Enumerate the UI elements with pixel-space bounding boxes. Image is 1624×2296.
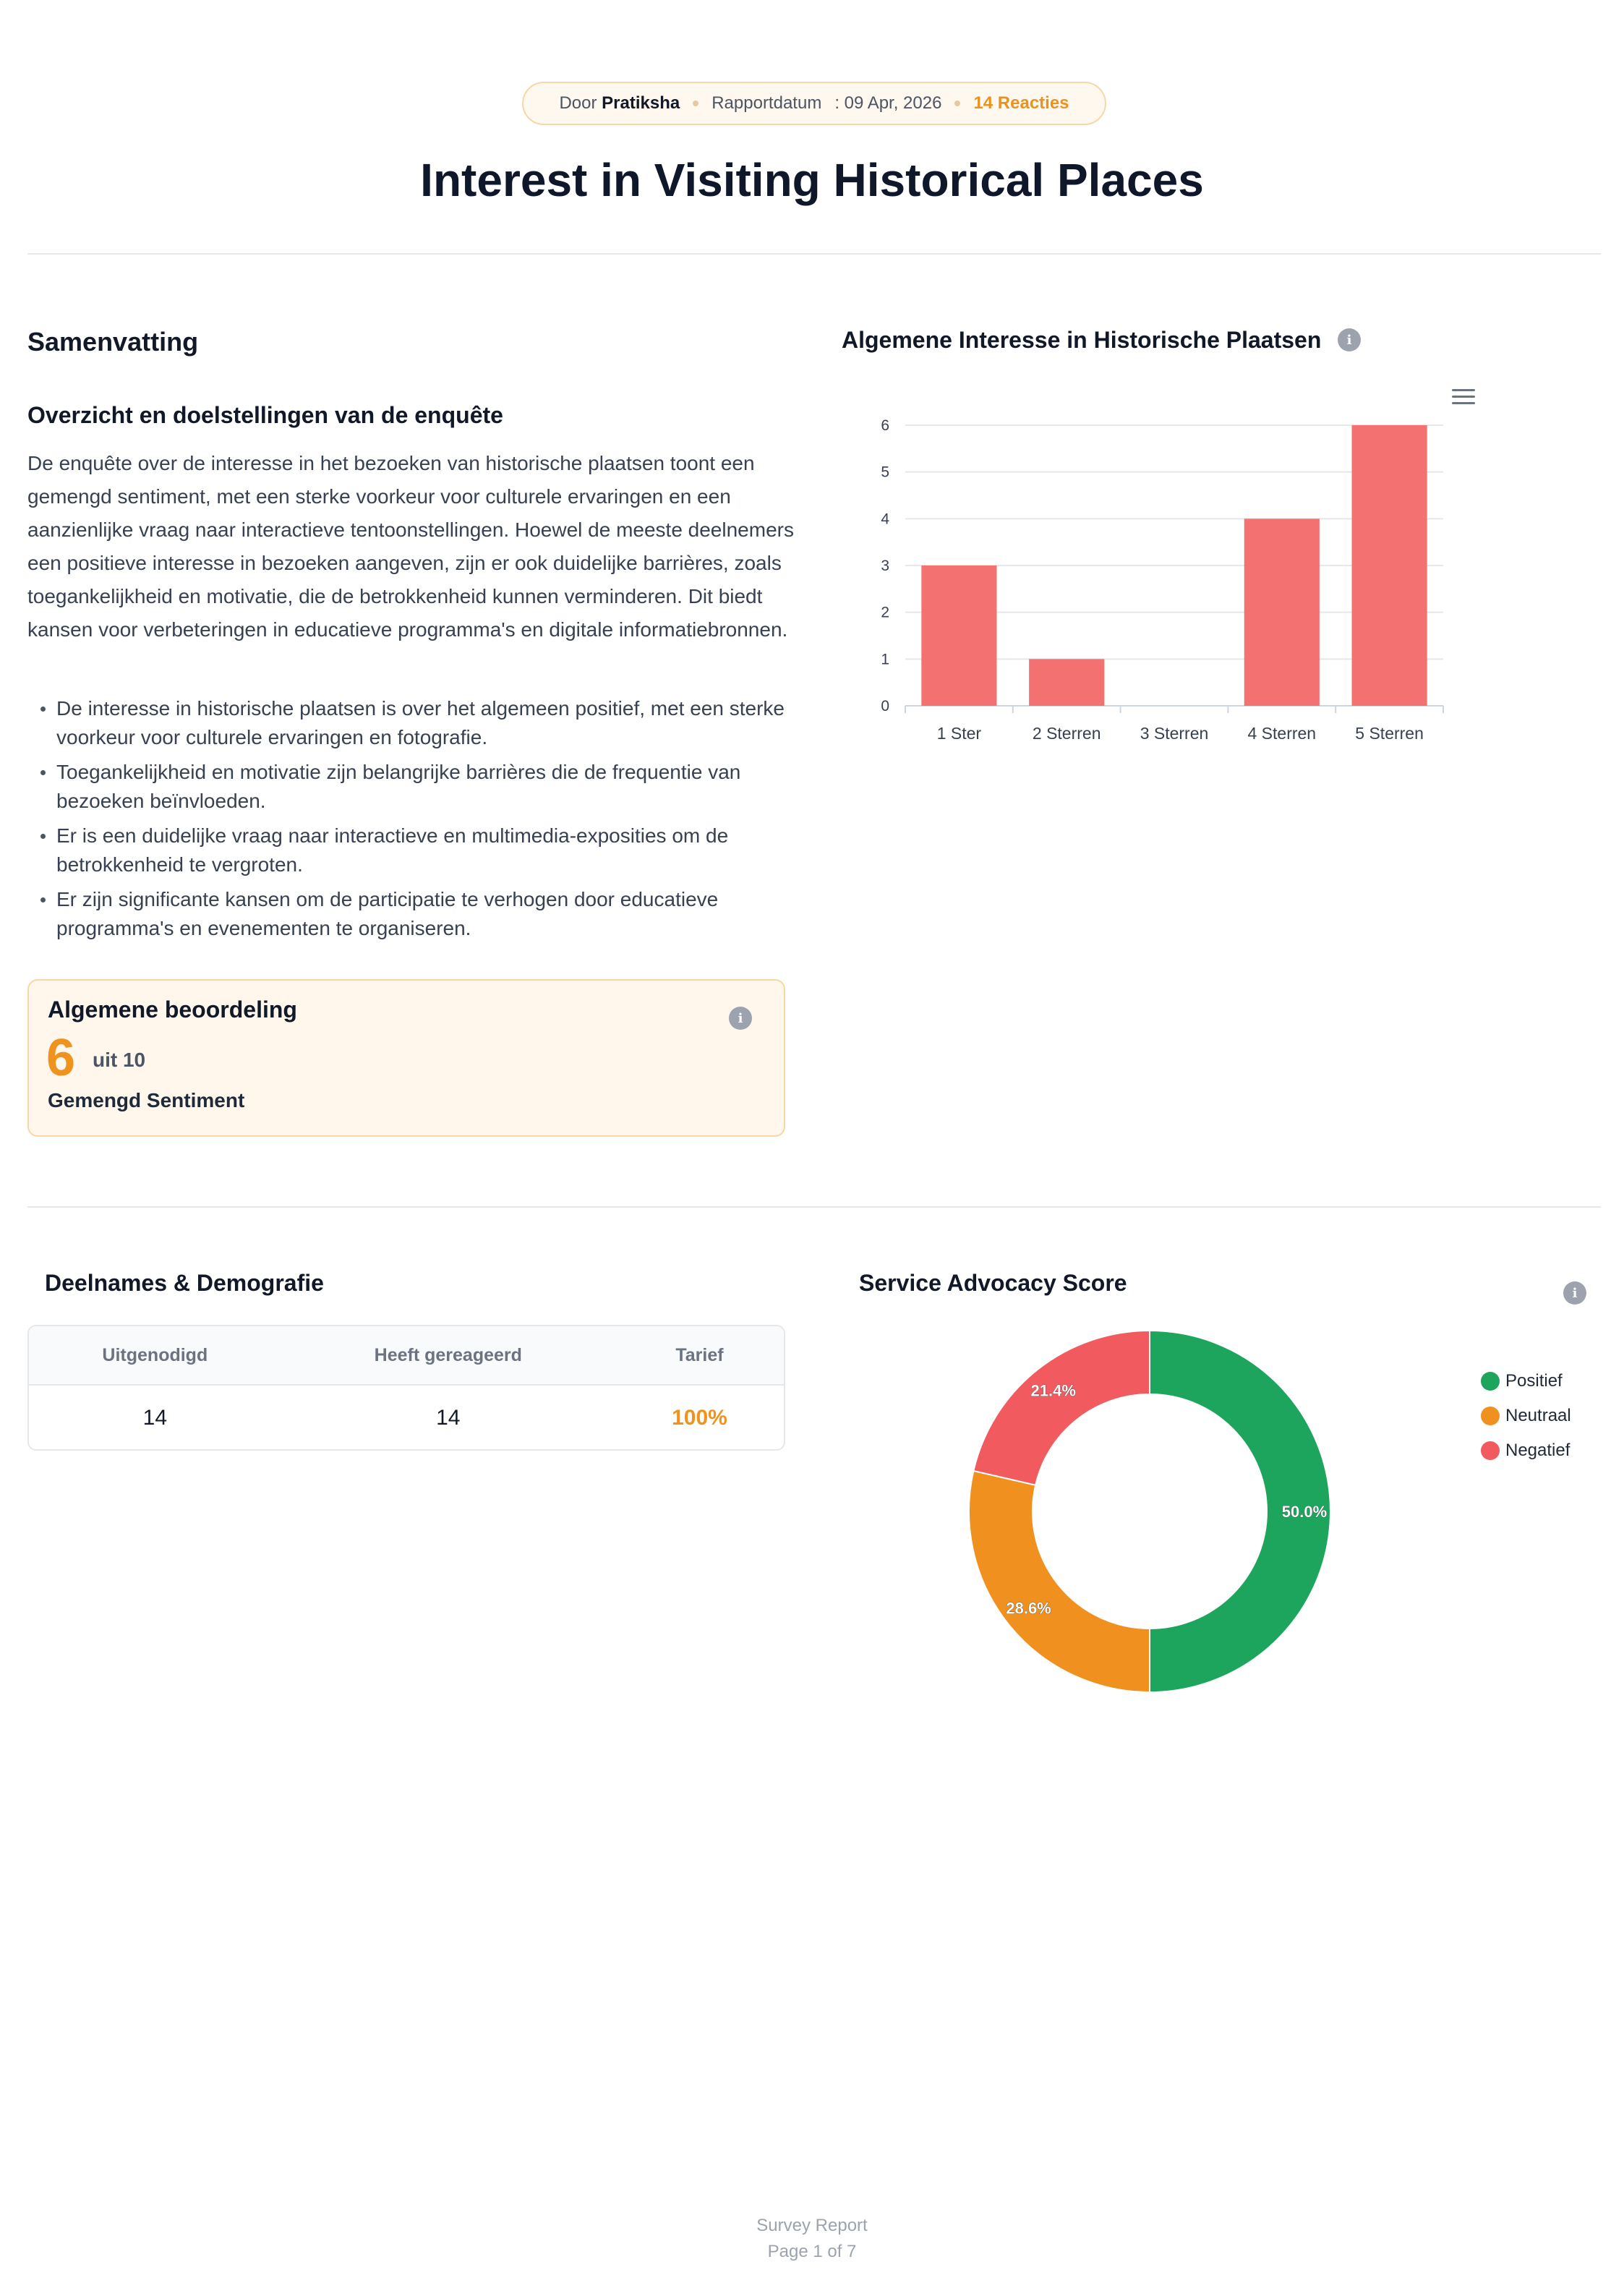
separator-dot xyxy=(693,101,698,106)
y-tick-label: 6 xyxy=(881,417,889,434)
slice-value-label: 21.4% xyxy=(1030,1381,1076,1400)
summary-paragraph: De enquête over de interesse in het bezoeken van historische plaatsen toont een gemengd sentiment, met een sterke voorkeur voor culturele ervaringen en een aanzienlijke vraag naar interactieve tentoonstellingen. Hoewel de meeste deelnemers een positieve interesse in bezoeken aangeven, zijn er ook duidelijke barrières, zoals toegankelijkheid en motivatie, die de betrokkenheid kunnen verminderen. Dit biedt kansen voor verbeteringen in educatieve programma's en digitale informatiebronnen. xyxy=(27,452,794,641)
x-tick-label: 4 Sterren xyxy=(1247,724,1317,743)
bar[interactable] xyxy=(1244,518,1320,706)
y-tick-label: 0 xyxy=(881,698,889,714)
bar-chart-title: Algemene Interesse in Historische Plaatsen xyxy=(842,327,1322,353)
info-icon[interactable]: i xyxy=(1563,1281,1586,1305)
rating-sentiment: Gemengd Sentiment xyxy=(48,1089,245,1111)
bar[interactable] xyxy=(921,566,996,706)
y-tick-label: 2 xyxy=(881,604,889,621)
y-tick-label: 4 xyxy=(881,511,889,528)
legend-item-neutraal[interactable] xyxy=(1481,1399,1571,1433)
summary-bullet-list xyxy=(40,694,792,949)
rating-score: 6 xyxy=(46,1029,76,1087)
table-header-row xyxy=(29,1326,784,1386)
donut-slice[interactable] xyxy=(973,1331,1150,1485)
column-header: Tarief xyxy=(675,1344,724,1365)
rating-out-of: uit 10 xyxy=(93,1049,146,1071)
slice-value-label: 28.6% xyxy=(1006,1599,1051,1618)
response-count: 14 Reacties xyxy=(973,93,1069,113)
author-name: Pratiksha xyxy=(602,93,680,113)
slice-value-label: 50.0% xyxy=(1281,1503,1328,1521)
footer-page-number: Page 1 of 7 xyxy=(767,2242,857,2261)
donut-chart xyxy=(940,1323,1359,1714)
legend-label: Positief xyxy=(1505,1371,1563,1391)
invited-count: 14 xyxy=(142,1406,168,1430)
response-rate: 100% xyxy=(672,1406,727,1430)
summary-bullet: Er zijn significante kansen om de participatie te verhogen door educatieve programma's en evenementen te organiseren. xyxy=(40,885,792,943)
summary-bullet: De interesse in historische plaatsen is over het algemeen positief, met een sterke voorkeur voor culturele ervaringen en fotografie. xyxy=(40,694,792,752)
separator-dot xyxy=(954,101,960,106)
donut-chart-title: Service Advocacy Score xyxy=(859,1270,1127,1296)
page-title: Interest in Visiting Historical Places xyxy=(420,154,1204,206)
x-tick-label: 5 Sterren xyxy=(1355,724,1424,743)
summary-bullet: Er is een duidelijke vraag naar interactieve en multimedia-exposities om de betrokkenheid te vergroten. xyxy=(40,821,792,879)
divider xyxy=(27,1206,1601,1208)
column-header: Uitgenodigd xyxy=(102,1344,208,1365)
legend-swatch xyxy=(1481,1372,1500,1391)
author-info xyxy=(559,93,680,114)
y-tick-label: 5 xyxy=(881,464,889,481)
donut-slice[interactable] xyxy=(969,1471,1150,1692)
x-tick-label: 2 Sterren xyxy=(1032,724,1101,743)
summary-subheading: Overzicht en doelstellingen van de enquête xyxy=(27,402,503,428)
x-tick-label: 3 Sterren xyxy=(1140,724,1209,743)
info-icon[interactable]: i xyxy=(729,1007,752,1030)
author-prefix: Door xyxy=(559,93,597,113)
participation-heading: Deelnames & Demografie xyxy=(45,1270,324,1296)
bar[interactable] xyxy=(1029,659,1104,706)
responded-count: 14 xyxy=(436,1406,461,1430)
y-tick-label: 3 xyxy=(881,558,889,574)
bar[interactable] xyxy=(1352,425,1427,706)
summary-heading: Samenvatting xyxy=(27,327,199,357)
x-tick-label: 1 Ster xyxy=(936,724,982,743)
divider xyxy=(27,253,1601,255)
footer-title: Survey Report xyxy=(756,2216,868,2235)
report-meta-bar xyxy=(522,82,1106,125)
legend-item-negatief[interactable] xyxy=(1481,1433,1571,1468)
legend-swatch xyxy=(1481,1441,1500,1460)
legend-label: Negatief xyxy=(1505,1441,1570,1460)
overall-rating-card xyxy=(27,979,785,1137)
rating-title: Algemene beoordeling xyxy=(48,997,297,1023)
legend-label: Neutraal xyxy=(1505,1406,1571,1425)
bar-chart xyxy=(853,405,1446,752)
summary-bullet: Toegankelijkheid en motivatie zijn belangrijke barrières die de frequentie van bezoeken beïnvloeden. xyxy=(40,758,792,816)
y-tick-label: 1 xyxy=(881,651,889,668)
info-icon[interactable]: i xyxy=(1338,328,1361,351)
column-header: Heeft gereageerd xyxy=(374,1344,522,1365)
report-date-value: : 09 Apr, 2026 xyxy=(834,93,942,113)
participation-table xyxy=(27,1325,785,1451)
report-date-label: Rapportdatum xyxy=(711,93,822,113)
donut-legend xyxy=(1481,1364,1571,1468)
chart-menu-icon[interactable] xyxy=(1452,389,1475,406)
table-row xyxy=(29,1386,784,1451)
legend-item-positief[interactable] xyxy=(1481,1364,1571,1399)
legend-swatch xyxy=(1481,1407,1500,1425)
